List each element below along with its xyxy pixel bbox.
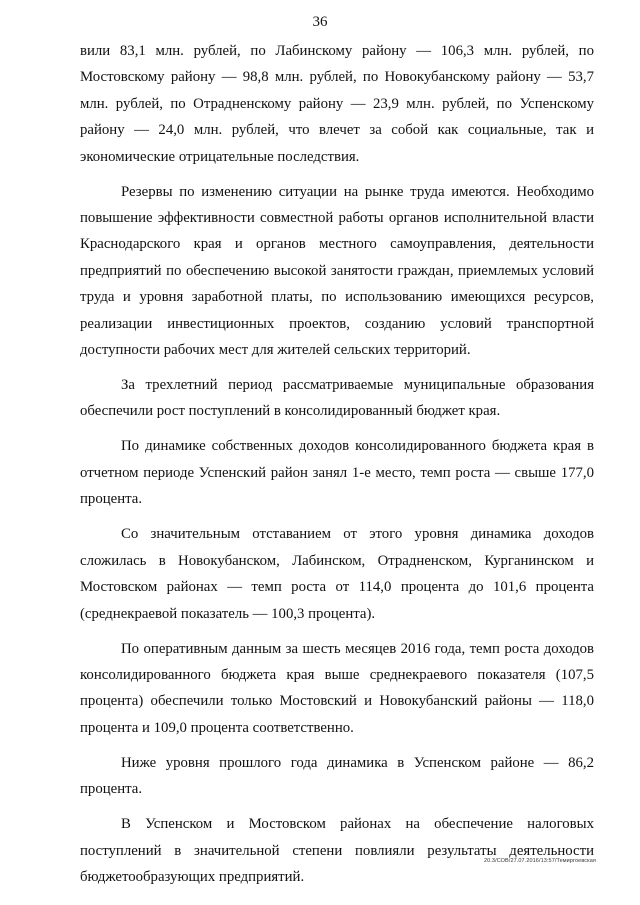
document-body: [80, 38, 594, 890]
paragraph-5: Со значительным отставанием от этого уровня динамика доходов сложилась в Новокубанском, Лабинском, Отрадненском, Курганинском и Мостовском районах — темп роста от 114,0 процента до 101,6 процента (среднекраевой показатель — 100,3 процента).: [80, 526, 594, 622]
paragraph-4: По динамике собственных доходов консолидированного бюджета края в отчетном периоде Успенский район занял 1-е место, темп роста — свыше 177,0 процента.: [80, 438, 594, 508]
paragraph-2: Резервы по изменению ситуации на рынке труда имеются. Необходимо повышение эффективности совместной работы органов исполнительной власти Краснодарского края и органов местного самоуправления, деятельности предприятий по обеспечению высокой занятости граждан, приемлемых условий труда и уровня заработной платы, по использованию имеющихся ресурсов, реализации инвестиционных проектов, созданию условий транспортной доступности рабочих мест для жителей сельских территорий.: [80, 183, 594, 359]
paragraph-6: По оперативным данным за шесть месяцев 2016 года, темп роста доходов консолидированного бюджета края выше среднекраевого показателя (107,5 процента) обеспечили только Мостовский и Новокубанский районы — 118,0 процента и 109,0 процента соответственно.: [80, 640, 594, 736]
paragraph-3: За трехлетний период рассматриваемые муниципальные образования обеспечили рост поступлений в консолидированный бюджет края.: [80, 377, 594, 420]
page-number: 36: [312, 14, 328, 30]
footer-stamp: 20.3/СОВ/27.07.2016/13:57/Темиргоевская: [483, 858, 596, 864]
paragraph-8: В Успенском и Мостовском районах на обеспечение налоговых поступлений в значительной степени повлияли результаты деятельности бюджетообразующих предприятий.: [80, 816, 594, 885]
paragraph-1: вили 83,1 млн. рублей, по Лабинскому району — 106,3 млн. рублей, по Мостовскому району — 98,8 млн. рублей, по Новокубанскому району — 53,7 млн. рублей, по Отрадненскому району — 23,9 млн. рублей, по Успенскому району — 24,0 млн. рублей, что влечет за собой как социальные, так и экономические отрицательные последствия.: [80, 43, 594, 165]
paragraph-7: Ниже уровня прошлого года динамика в Успенском районе — 86,2 процента.: [80, 754, 594, 798]
